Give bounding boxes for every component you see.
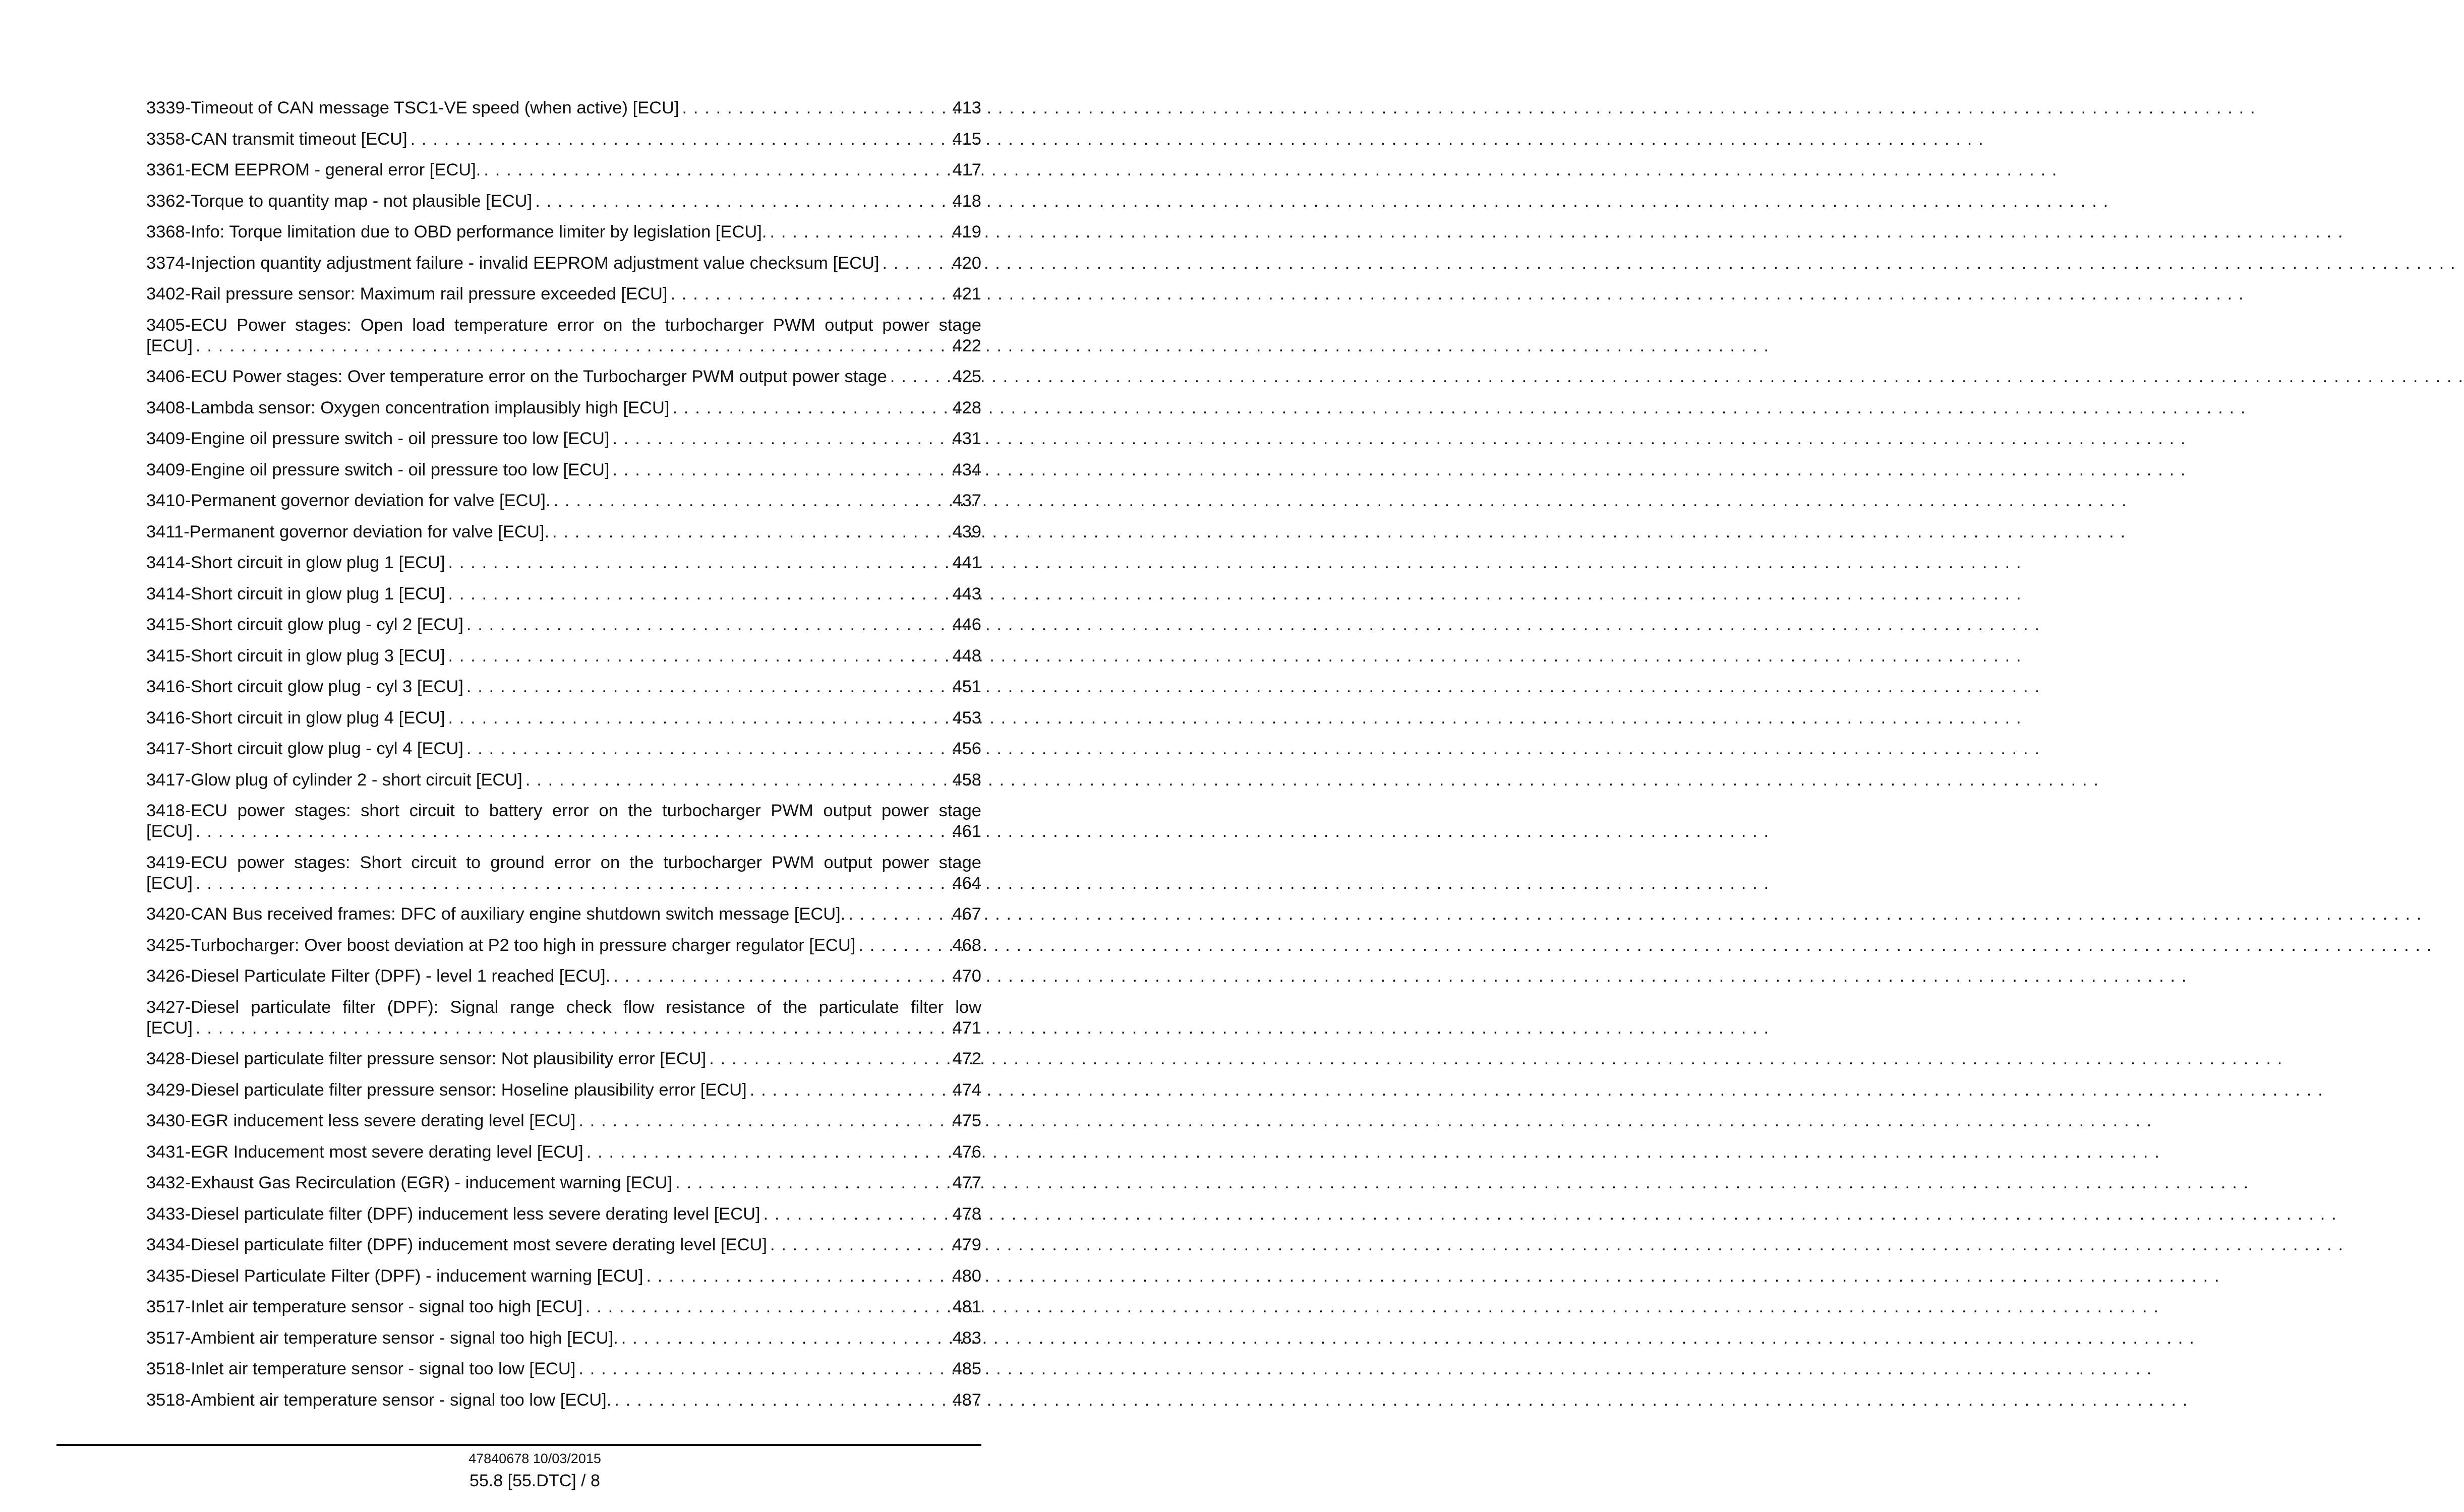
toc-entry-row xyxy=(146,1390,981,1411)
dot-leader xyxy=(647,1266,950,1287)
toc-entry-page-number: 420 xyxy=(952,253,981,273)
toc-entry[interactable] xyxy=(146,739,981,759)
toc-entry-row xyxy=(146,615,981,635)
toc-entry-row xyxy=(146,770,981,791)
toc-entry-title-line1: 3427-Diesel particulate filter (DPF): Signal range check flow resistance of the particulate filter low xyxy=(146,997,981,1017)
dot-leader xyxy=(883,253,950,274)
toc-entry-title: 3420-CAN Bus received frames: DFC of auxiliary engine shutdown switch message [ECU]. xyxy=(146,904,846,924)
toc-entry-title: 3409-Engine oil pressure switch - oil pressure too low [ECU] xyxy=(146,429,610,448)
toc-entry-row xyxy=(146,522,981,542)
toc-entry[interactable] xyxy=(146,191,981,212)
dot-leader xyxy=(764,1204,950,1225)
toc-entry[interactable] xyxy=(146,98,981,118)
toc-entry-row xyxy=(146,553,981,573)
toc-entry[interactable] xyxy=(146,367,981,387)
toc-entry-title: 3411-Permanent governor deviation for valve [ECU]. xyxy=(146,522,550,541)
toc-entry-title: [ECU] xyxy=(146,1018,193,1038)
toc-entry[interactable] xyxy=(146,460,981,480)
dot-leader xyxy=(682,98,950,118)
toc-entry-page-number: 443 xyxy=(952,584,981,603)
footer-divider xyxy=(56,1444,981,1446)
toc-entry-page-number: 471 xyxy=(952,1018,981,1038)
footer-page-number: 55.8 [55.DTC] / 8 xyxy=(470,1471,600,1490)
dot-leader xyxy=(858,935,949,956)
toc-entry-page-number: 448 xyxy=(952,646,981,666)
toc-entry[interactable] xyxy=(146,646,981,667)
document-page xyxy=(0,0,1070,1512)
toc-entry-row xyxy=(146,367,981,387)
toc-entry-page-number: 475 xyxy=(952,1111,981,1130)
toc-entry-page-number: 468 xyxy=(952,935,981,955)
toc-entry-page-number: 478 xyxy=(952,1204,981,1224)
toc-entry-row xyxy=(146,1111,981,1131)
dot-leader xyxy=(672,398,949,418)
toc-entry[interactable] xyxy=(146,398,981,418)
toc-entry-row xyxy=(146,646,981,667)
toc-entry-row xyxy=(146,1235,981,1255)
toc-entry-title: 3358-CAN transmit timeout [ECU] xyxy=(146,129,407,149)
dot-leader xyxy=(578,1359,949,1379)
dot-leader xyxy=(770,1235,949,1255)
toc-entry[interactable] xyxy=(146,1080,981,1101)
dot-leader xyxy=(671,284,950,305)
toc-entry[interactable] xyxy=(146,708,981,729)
toc-entry-row xyxy=(146,253,981,274)
toc-entry[interactable] xyxy=(146,1235,981,1255)
dot-leader xyxy=(848,904,949,925)
toc-entry-title: [ECU] xyxy=(146,336,193,355)
toc-entry-title: 3410-Permanent governor deviation for valve [ECU]. xyxy=(146,491,551,510)
toc-entry[interactable] xyxy=(146,935,981,956)
toc-entry-title: 3414-Short circuit in glow plug 1 [ECU] xyxy=(146,553,445,572)
table-of-contents xyxy=(146,98,981,1421)
toc-entry-row xyxy=(146,904,981,925)
toc-entry-title: [ECU] xyxy=(146,822,193,841)
toc-entry-row xyxy=(146,98,981,118)
toc-entry-row xyxy=(146,1359,981,1379)
toc-entry[interactable] xyxy=(146,129,981,150)
dot-leader xyxy=(196,1018,949,1039)
toc-entry[interactable] xyxy=(146,253,981,274)
toc-entry-page-number: 431 xyxy=(952,429,981,448)
toc-entry-row xyxy=(146,966,981,987)
toc-entry-title-line1: 3418-ECU power stages: short circuit to battery error on the turbocharger PWM output power stage xyxy=(146,801,981,820)
toc-entry-title: 3417-Glow plug of cylinder 2 - short circuit [ECU] xyxy=(146,770,522,790)
dot-leader xyxy=(621,1328,950,1349)
toc-entry[interactable] xyxy=(146,1390,981,1411)
toc-entry-page-number: 451 xyxy=(952,677,981,696)
dot-leader xyxy=(613,429,950,449)
toc-entry[interactable] xyxy=(146,284,981,305)
toc-entry-row xyxy=(146,429,981,449)
dot-leader xyxy=(466,739,950,759)
toc-entry-title: 3415-Short circuit in glow plug 3 [ECU] xyxy=(146,646,445,666)
dot-leader xyxy=(410,129,950,150)
toc-entry-row xyxy=(146,1328,981,1349)
toc-entry-page-number: 428 xyxy=(952,398,981,417)
dot-leader xyxy=(770,222,949,243)
toc-entry[interactable] xyxy=(146,1049,981,1069)
toc-entry-title: 3362-Torque to quantity map - not plausible [ECU] xyxy=(146,191,533,211)
toc-entry[interactable] xyxy=(146,222,981,243)
dot-leader xyxy=(196,821,949,842)
dot-leader xyxy=(535,191,949,212)
toc-entry-page-number: 480 xyxy=(952,1266,981,1286)
toc-entry-page-number: 421 xyxy=(952,284,981,304)
toc-entry-title: 3434-Diesel particulate filter (DPF) inducement most severe derating level [ECU] xyxy=(146,1235,768,1254)
toc-entry-page-number: 485 xyxy=(952,1359,981,1378)
toc-entry-row xyxy=(146,584,981,604)
toc-entry[interactable] xyxy=(146,904,981,925)
dot-leader xyxy=(614,1390,949,1411)
toc-entry-title-line1: 3405-ECU Power stages: Open load temperature error on the turbocharger PWM output power stage xyxy=(146,315,981,335)
toc-entry-title: 3402-Rail pressure sensor: Maximum rail pressure exceeded [ECU] xyxy=(146,284,668,304)
toc-entry-page-number: 441 xyxy=(952,553,981,572)
toc-entry-page-number: 476 xyxy=(952,1142,981,1162)
dot-leader xyxy=(466,677,950,697)
toc-entry-row xyxy=(146,708,981,729)
toc-entry-title: 3417-Short circuit glow plug - cyl 4 [ECU] xyxy=(146,739,463,758)
dot-leader xyxy=(196,336,949,356)
toc-entry-title: 3416-Short circuit glow plug - cyl 3 [ECU] xyxy=(146,677,463,696)
toc-entry[interactable] xyxy=(146,1111,981,1131)
toc-entry-page-number: 413 xyxy=(952,98,981,117)
dot-leader xyxy=(890,367,950,387)
toc-entry[interactable] xyxy=(146,997,981,1039)
toc-entry-row xyxy=(146,160,981,180)
toc-entry-title: 3416-Short circuit in glow plug 4 [ECU] xyxy=(146,708,445,728)
toc-entry-row xyxy=(146,935,981,956)
toc-entry-title: 3428-Diesel particulate filter pressure sensor: Not plausibility error [ECU] xyxy=(146,1049,707,1068)
toc-entry-row xyxy=(146,191,981,212)
toc-entry-page-number: 470 xyxy=(952,966,981,986)
toc-entry-page-number: 434 xyxy=(952,460,981,479)
toc-entry-title: 3517-Inlet air temperature sensor - signal too high [ECU] xyxy=(146,1297,582,1316)
dot-leader xyxy=(613,966,949,987)
toc-entry[interactable] xyxy=(146,1204,981,1225)
toc-entry-row xyxy=(146,284,981,305)
toc-entry[interactable] xyxy=(146,770,981,791)
toc-entry-row xyxy=(146,1266,981,1287)
toc-entry-title: 3339-Timeout of CAN message TSC1-VE speed (when active) [ECU] xyxy=(146,98,679,117)
toc-entry[interactable] xyxy=(146,584,981,604)
toc-entry[interactable] xyxy=(146,1142,981,1163)
toc-entry-page-number: 437 xyxy=(952,491,981,510)
toc-entry-page-number: 458 xyxy=(952,770,981,790)
toc-entry[interactable] xyxy=(146,615,981,635)
toc-entry-title: 3433-Diesel particulate filter (DPF) inducement less severe derating level [ECU] xyxy=(146,1204,760,1224)
dot-leader xyxy=(448,708,950,729)
dot-leader xyxy=(448,584,950,604)
dot-leader xyxy=(552,522,949,542)
dot-leader xyxy=(525,770,950,791)
toc-entry-row xyxy=(146,1049,981,1069)
footer-document-reference: 47840678 10/03/2015 xyxy=(468,1451,601,1466)
toc-entry[interactable] xyxy=(146,1173,981,1193)
toc-entry-page-number: 477 xyxy=(952,1173,981,1192)
toc-entry-title: 3517-Ambient air temperature sensor - signal too high [ECU]. xyxy=(146,1328,618,1348)
toc-entry-row xyxy=(146,129,981,150)
toc-entry-page-number: 417 xyxy=(952,160,981,179)
dot-leader xyxy=(675,1173,949,1193)
toc-entry-title: 3429-Diesel particulate filter pressure sensor: Hoseline plausibility error [ECU] xyxy=(146,1080,747,1100)
toc-entry[interactable] xyxy=(146,853,981,894)
toc-entry-title: 3368-Info: Torque limitation due to OBD performance limiter by legislation [ECU]. xyxy=(146,222,767,241)
toc-entry[interactable] xyxy=(146,553,981,573)
toc-entry-page-number: 467 xyxy=(952,904,981,924)
toc-entry-row xyxy=(146,1080,981,1101)
toc-entry-row xyxy=(146,1142,981,1163)
toc-entry[interactable] xyxy=(146,801,981,842)
toc-entry[interactable] xyxy=(146,160,981,180)
toc-entry[interactable] xyxy=(146,522,981,542)
toc-entry-title: 3431-EGR Inducement most severe derating level [ECU] xyxy=(146,1142,583,1162)
toc-entry[interactable] xyxy=(146,677,981,697)
dot-leader xyxy=(709,1049,949,1069)
toc-entry-page-number: 418 xyxy=(952,191,981,211)
dot-leader xyxy=(466,615,950,635)
toc-entry-title: 3430-EGR inducement less severe derating level [ECU] xyxy=(146,1111,576,1130)
toc-entry-page-number: 439 xyxy=(952,522,981,541)
toc-entry-page-number: 464 xyxy=(952,873,981,893)
toc-entry-row xyxy=(146,1018,981,1039)
toc-entry-title: 3408-Lambda sensor: Oxygen concentration implausibly high [ECU] xyxy=(146,398,670,417)
toc-entry-page-number: 415 xyxy=(952,129,981,149)
dot-leader xyxy=(196,873,949,894)
toc-entry-row xyxy=(146,460,981,480)
toc-entry-page-number: 487 xyxy=(952,1390,981,1410)
toc-entry-row xyxy=(146,222,981,243)
toc-entry-title: 3435-Diesel Particulate Filter (DPF) - inducement warning [ECU] xyxy=(146,1266,643,1286)
dot-leader xyxy=(750,1080,950,1101)
toc-entry-title: 3414-Short circuit in glow plug 1 [ECU] xyxy=(146,584,445,603)
toc-entry-row xyxy=(146,739,981,759)
toc-entry-row xyxy=(146,1173,981,1193)
toc-entry-page-number: 472 xyxy=(952,1049,981,1068)
dot-leader xyxy=(448,646,950,667)
toc-entry-page-number: 474 xyxy=(952,1080,981,1100)
toc-entry[interactable] xyxy=(146,1359,981,1379)
toc-entry-page-number: 483 xyxy=(952,1328,981,1348)
toc-entry-title: 3415-Short circuit glow plug - cyl 2 [ECU] xyxy=(146,615,463,634)
toc-entry-row xyxy=(146,821,981,842)
toc-entry-page-number: 481 xyxy=(952,1297,981,1316)
toc-entry-page-number: 461 xyxy=(952,822,981,841)
toc-entry-row xyxy=(146,1297,981,1317)
dot-leader xyxy=(578,1111,949,1131)
toc-entry-page-number: 446 xyxy=(952,615,981,634)
toc-entry-title: 3518-Inlet air temperature sensor - signal too low [ECU] xyxy=(146,1359,576,1378)
toc-entry-page-number: 425 xyxy=(952,367,981,386)
toc-entry[interactable] xyxy=(146,491,981,511)
toc-entry-title: 3426-Diesel Particulate Filter (DPF) - level 1 reached [ECU]. xyxy=(146,966,611,986)
toc-entry[interactable] xyxy=(146,1328,981,1349)
toc-entry-title-line1: 3419-ECU power stages: Short circuit to ground error on the turbocharger PWM output power stage xyxy=(146,853,981,872)
dot-leader xyxy=(484,160,949,180)
toc-entry-title: 3432-Exhaust Gas Recirculation (EGR) - inducement warning [ECU] xyxy=(146,1173,673,1192)
dot-leader xyxy=(613,460,950,480)
toc-entry[interactable] xyxy=(146,1266,981,1287)
toc-entry-title: 3425-Turbocharger: Over boost deviation at P2 too high in pressure charger regulator [ECU] xyxy=(146,935,856,955)
dot-leader xyxy=(448,553,950,573)
dot-leader xyxy=(585,1297,950,1317)
toc-entry[interactable] xyxy=(146,1297,981,1317)
toc-entry-title: [ECU] xyxy=(146,873,193,893)
toc-entry-title: 3374-Injection quantity adjustment failure - invalid EEPROM adjustment value checksum [ECU] xyxy=(146,253,879,273)
dot-leader xyxy=(554,491,950,511)
toc-entry-row xyxy=(146,677,981,697)
toc-entry-page-number: 453 xyxy=(952,708,981,728)
toc-entry[interactable] xyxy=(146,966,981,987)
toc-entry-title: 3409-Engine oil pressure switch - oil pressure too low [ECU] xyxy=(146,460,610,479)
toc-entry-title: 3518-Ambient air temperature sensor - signal too low [ECU]. xyxy=(146,1390,612,1410)
toc-entry-page-number: 419 xyxy=(952,222,981,241)
toc-entry[interactable] xyxy=(146,429,981,449)
toc-entry-page-number: 456 xyxy=(952,739,981,758)
toc-entry-title: 3361-ECM EEPROM - general error [ECU]. xyxy=(146,160,481,179)
toc-entry-row xyxy=(146,398,981,418)
toc-entry-row xyxy=(146,336,981,356)
toc-entry[interactable] xyxy=(146,315,981,356)
dot-leader xyxy=(586,1142,950,1163)
toc-entry-page-number: 479 xyxy=(952,1235,981,1254)
toc-entry-row xyxy=(146,491,981,511)
toc-entry-row xyxy=(146,873,981,894)
toc-entry-title: 3406-ECU Power stages: Over temperature error on the Turbocharger PWM output power stage xyxy=(146,367,887,386)
toc-entry-row xyxy=(146,1204,981,1225)
toc-entry-page-number: 422 xyxy=(952,336,981,355)
